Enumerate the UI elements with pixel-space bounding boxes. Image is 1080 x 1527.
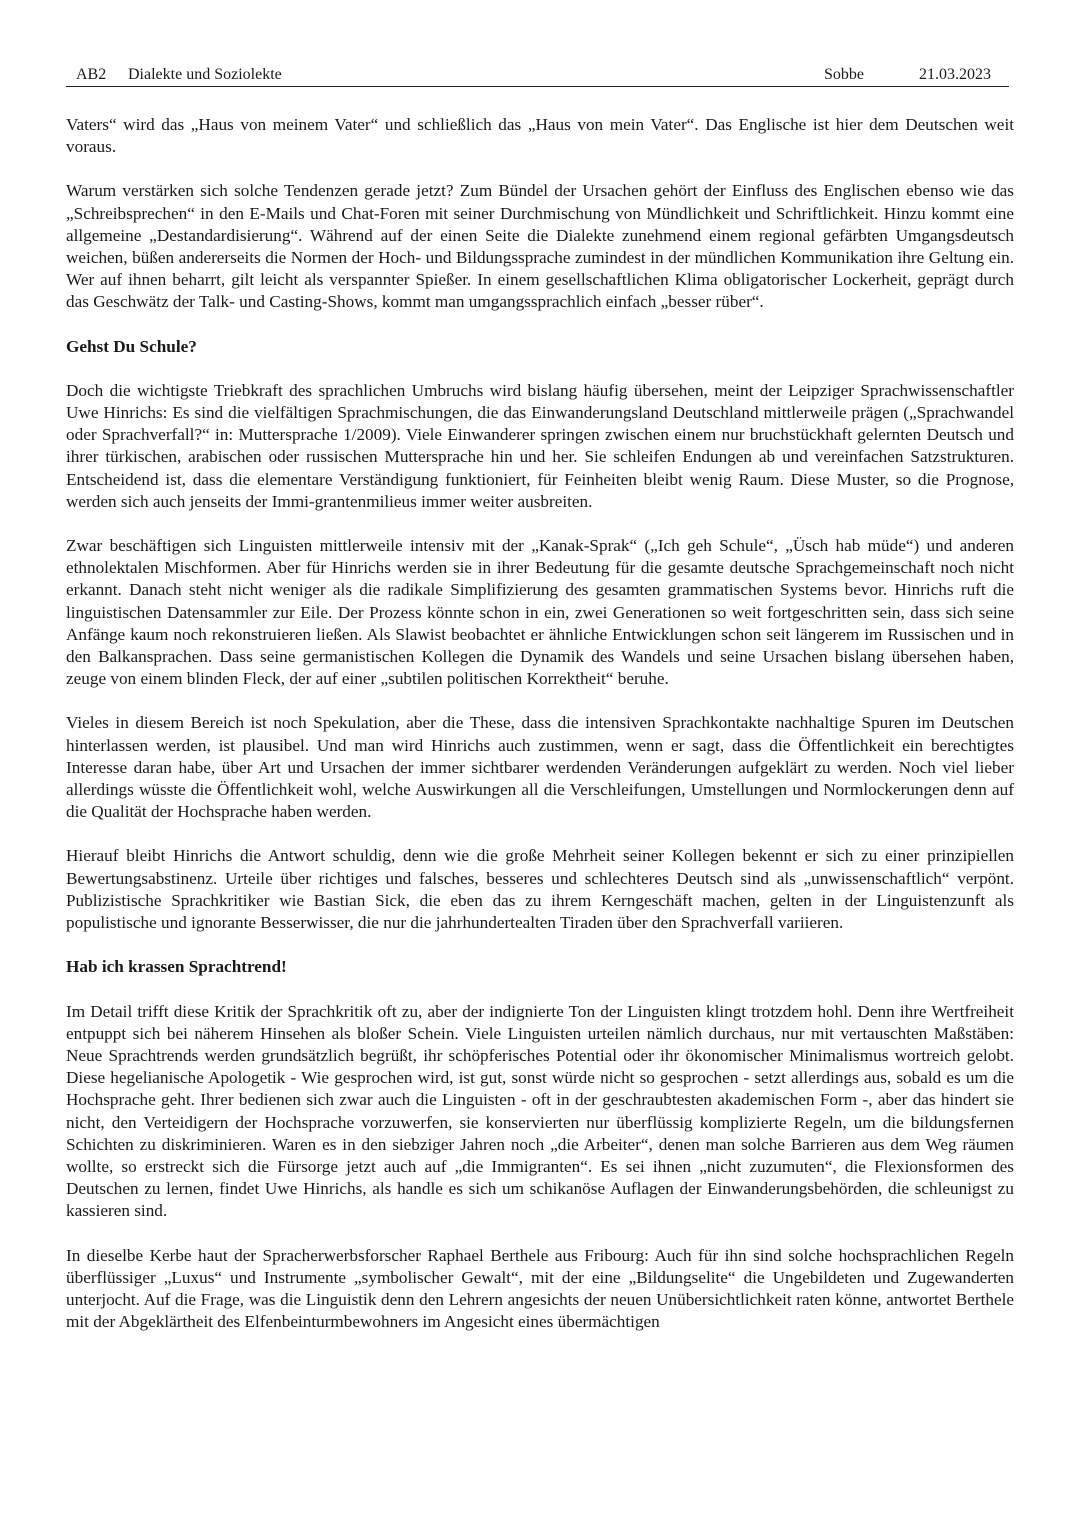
article-body [66, 114, 1014, 1355]
worksheet-code: AB2 [76, 66, 107, 83]
paragraph: In dieselbe Kerbe haut der Spracherwerbsforscher Raphael Berthele aus Fribourg: Auch für ihn sind solche hochsprachlichen Regeln überflüssiger „Luxus“ und Instrumente „symbolischer Gewalt“, mit der eine „Bildungselite“ die Ungebildeten und Zugewanderten unterjocht. Auf die Frage, was die Linguistik denn den Lehrern angesichts der neuen Unübersichtlichkeit raten könne, antwortet Berthele mit der Abgeklärtheit des Elfenbeinturmbewohners im Angesicht eines übermächtigen [66, 1245, 1014, 1332]
paragraph: Warum verstärken sich solche Tendenzen gerade jetzt? Zum Bündel der Ursachen gehört der Einfluss des Englischen ebenso wie das „Schreibsprechen“ in den E-Mails und Chat-Foren mit seiner Durchmischung von Mündlichkeit und Schriftlichkeit. Hinzu kommt eine allgemeine „Destandardisierung“. Während auf der einen Seite die Dialekte zunehmend einem regional gefärbten Umgangsdeutsch weichen, büßen andererseits die Normen der Hoch- und Bildungssprache zumindest in der mündlichen Kommunikation ihre Geltung ein. Wer auf ihnen beharrt, gilt leicht als verspannter Spießer. In einem gesellschaftlichen Klima obligatorischer Lockerheit, geprägt durch das Geschwätz der Talk- und Casting-Shows, kommt man umgangssprachlich einfach „besser rüber“. [66, 181, 1014, 312]
page-header [66, 62, 1009, 87]
section-heading: Hab ich krassen Sprachtrend! [66, 957, 287, 977]
section-heading: Gehst Du Schule? [66, 336, 197, 356]
paragraph: Vieles in diesem Bereich ist noch Spekulation, aber die These, dass die intensiven Sprachkontakte nachhaltige Spuren im Deutschen hinterlassen werden, ist plausibel. Und man wird Hinrichs auch zustimmen, wenn er sagt, dass die Öffentlichkeit ein berechtigtes Interesse daran habe, über Art und Ursachen der immer sichtbarer werdenden Veränderungen aufgeklärt zu werden. Noch viel lieber allerdings wüsste die Öffentlichkeit wohl, welche Auswirkungen all die Verschleifungen, Umstellungen und Normlockerungen denn auf die Qualität der Hochsprache haben werden. [66, 713, 1014, 822]
header-date: 21.03.2023 [919, 66, 991, 83]
author-name: Sobbe [824, 66, 864, 83]
worksheet-title: Dialekte und Soziolekte [128, 66, 282, 83]
paragraph: Hierauf bleibt Hinrichs die Antwort schuldig, denn wie die große Mehrheit seiner Kollegen bekennt er sich zu einer prinzipiellen Bewertungsabstinenz. Urteile über richtiges und falsches, besseres und schlechteres Deutsch sind als „unwissenschaftlich“ verpönt. Publizistische Sprachkritiker wie Bastian Sick, die eben das zu ihrem Kerngeschäft machen, gelten in der Linguistenzunft als populistische und ignorante Besserwisser, die nur die jahrhundertealten Tiraden über den Sprachverfall variieren. [66, 846, 1014, 933]
paragraph: Vaters“ wird das „Haus von meinem Vater“ und schließlich das „Haus von mein Vater“. Das Englische ist hier dem Deutschen weit voraus. [66, 115, 1014, 157]
paragraph: Doch die wichtigste Triebkraft des sprachlichen Umbruchs wird bislang häufig übersehen, meint der Leipziger Sprachwissenschaftler Uwe Hinrichs: Es sind die vielfältigen Sprachmischungen, die das Einwanderungsland Deutschland mittlerweile prägen („Sprachwandel oder Sprachverfall?“ in: Muttersprache 1/2009). Viele Einwanderer springen zwischen einem nur bruchstückhaft gelernten Deutsch und ihrer türkischen, arabischen oder russischen Muttersprache hin und her. Sie schleifen Endungen ab und vereinfachen Satzstrukturen. Entscheidend ist, dass die elementare Verständigung funktioniert, für Feinheiten bleibt wenig Raum. Diese Muster, so die Prognose, werden sich auch jenseits der Immi-grantenmilieus immer weiter ausbreiten. [66, 380, 1014, 511]
paragraph: Im Detail trifft diese Kritik der Sprachkritik oft zu, aber der indignierte Ton der Linguisten klingt trotzdem hohl. Denn ihre Wertfreiheit entpuppt sich bei näherem Hinsehen als bloßer Schein. Viele Linguisten urteilen nämlich durchaus, nur mit vertauschten Maßstäben: Neue Sprachtrends werden grundsätzlich begrüßt, ihr schöpferisches Potential oder ihr ökonomischer Minimalismus wortreich gelobt. Diese hegelianische Apologetik - Wie gesprochen wird, ist gut, sonst würde nicht so gesprochen - setzt allerdings aus, sobald es um die Hochsprache geht. Ihrer bedienen sich zwar auch die Linguisten - oft in der geschraubtesten akademischen Form -, aber das hindert sie nicht, den Verteidigern der Hochsprache vorzuwerfen, sie konservierten nur überflüssig komplizierte Regeln, um die bildungsfernen Schichten zu diskriminieren. Waren es in den siebziger Jahren noch „die Arbeiter“, denen man solche Barrieren aus dem Weg räumen wollte, so erstreckt sich die Fürsorge jetzt auch auf „die Immigranten“. Es sei ihnen „nicht zuzumuten“, die Flexionsformen des Deutschen zu lernen, findet Uwe Hinrichs, als handle es sich um schikanöse Auflagen der Einwanderungsbehörden, die schleunigst zu kassieren sind. [66, 1001, 1014, 1221]
paragraph: Zwar beschäftigen sich Linguisten mittlerweile intensiv mit der „Kanak-Sprak“ („Ich geh Schule“, „Üsch hab müde“) und anderen ethnolektalen Mischformen. Aber für Hinrichs werden sie in ihrer Bedeutung für die gesamte deutsche Sprachgemeinschaft noch nicht erkannt. Danach steht nicht weniger als die radikale Simplifizierung des gesamten grammatischen Systems bevor. Hinrichs ruft die linguistischen Datensammler zur Eile. Der Prozess könnte schon in ein, zwei Generationen so weit fortgeschritten sein, dass sich seine Anfänge kaum noch rekonstruieren ließen. Als Slawist beobachtet er ähnliche Entwicklungen schon seit längerem im Russischen und in den Balkansprachen. Dass seine germanistischen Kollegen die Dynamik des Wandels und seine Ursachen bislang übersehen haben, zeuge von einem blinden Fleck, der auf einer „subtilen politischen Korrektheit“ beruhe. [66, 536, 1014, 689]
